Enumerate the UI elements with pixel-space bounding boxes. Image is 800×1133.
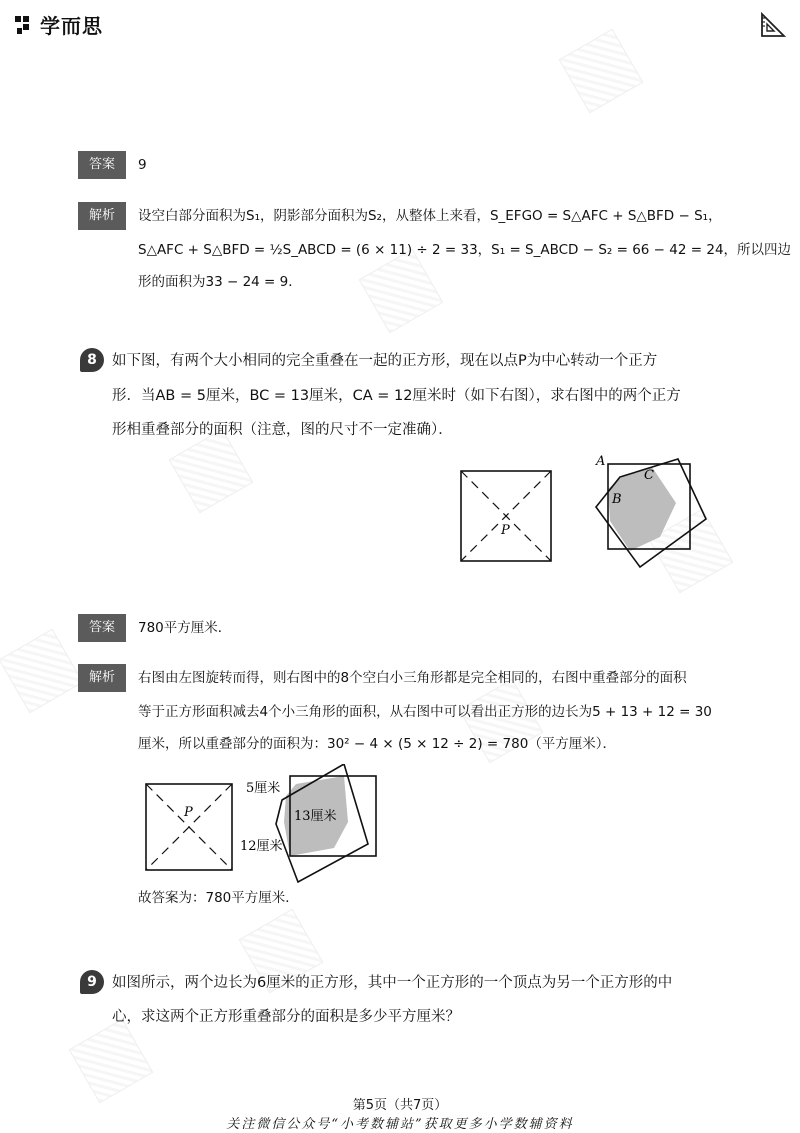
q8-figure-right: [590, 445, 715, 575]
logo-text: 学而思: [40, 14, 103, 38]
answer-tag: 答案: [78, 614, 126, 642]
q8-answer: 780平方厘米．: [138, 620, 232, 636]
q7-analysis-line-3: 形的面积为33 − 24 = 9．: [138, 274, 302, 290]
label-12cm: 12厘米: [240, 839, 283, 854]
analysis-tag: 解析: [78, 664, 126, 692]
label-13cm: 13厘米: [294, 809, 337, 824]
q9-question-line-1: 如图所示，两个边长为6厘米的正方形，其中一个正方形的一个顶点为另一个正方形的中: [112, 975, 673, 991]
watermark-qr: [69, 1019, 154, 1104]
watermark-qr: [359, 249, 444, 334]
q8-question-line-3: 形相重叠部分的面积（注意，图的尺寸不一定准确）．: [112, 422, 453, 438]
footer-note: 关注微信公众号“小考数辅站”获取更多小学数辅资料: [226, 1117, 574, 1132]
q9-question-line-2: 心，求这两个正方形重叠部分的面积是多少平方厘米？: [112, 1009, 460, 1025]
analysis-figure-left: [140, 778, 240, 878]
watermark-qr: [559, 29, 644, 114]
watermark-qr: [169, 429, 254, 514]
q8-analysis-line-1: 右图由左图旋转而得，则右图中的8个空白小三角形都是完全相同的，右图中重叠部分的面积: [138, 670, 687, 686]
q8-figure-left: [455, 465, 565, 565]
label-p: P: [501, 523, 510, 538]
analysis-tag: 解析: [78, 202, 126, 230]
q7-analysis-line-1: 设空白部分面积为S₁，阴影部分面积为S₂，从整体上来看，S_EFGO = S△AFC + S△BFD − S₁，: [138, 208, 722, 224]
q7-analysis-line-2: S△AFC + S△BFD = ½S_ABCD = (6 × 11) ÷ 2 = 33，S₁ = S_ABCD − S₂ = 66 − 42 = 24，所以四边: [138, 242, 792, 258]
q8-conclusion: 故答案为：780平方厘米．: [138, 890, 299, 906]
watermark-qr: [0, 629, 83, 714]
logo-icon: [14, 14, 36, 36]
question-number-9: 9: [80, 970, 104, 994]
label-5cm: 5厘米: [246, 781, 281, 796]
label-c: C: [644, 468, 654, 483]
brand-logo: [14, 10, 103, 39]
q8-question-line-1: 如下图，有两个大小相同的完全重叠在一起的正方形，现在以点P为中心转动一个正方: [112, 353, 658, 369]
q7-answer: 9: [138, 157, 147, 173]
q8-analysis-line-2: 等于正方形面积减去4个小三角形的面积，从右图中可以看出正方形的边长为5 + 13 + 12 = 30: [138, 704, 712, 720]
label-b: B: [612, 492, 622, 507]
page-number: 第5页（共7页）: [352, 1098, 448, 1113]
answer-tag: 答案: [78, 151, 126, 179]
q8-question-line-2: 形．当AB = 5厘米，BC = 13厘米，CA = 12厘米时（如下右图），求右图中的两个正方: [112, 388, 681, 404]
question-number-8: 8: [80, 348, 104, 372]
analysis-figure-right: [238, 764, 388, 884]
label-p: P: [184, 805, 193, 820]
q8-analysis-line-3: 厘米，所以重叠部分的面积为：30² − 4 × (5 × 12 ÷ 2) = 780（平方厘米）．: [138, 736, 617, 752]
ruler-triangle-icon: [760, 12, 786, 38]
label-a: A: [596, 454, 606, 469]
